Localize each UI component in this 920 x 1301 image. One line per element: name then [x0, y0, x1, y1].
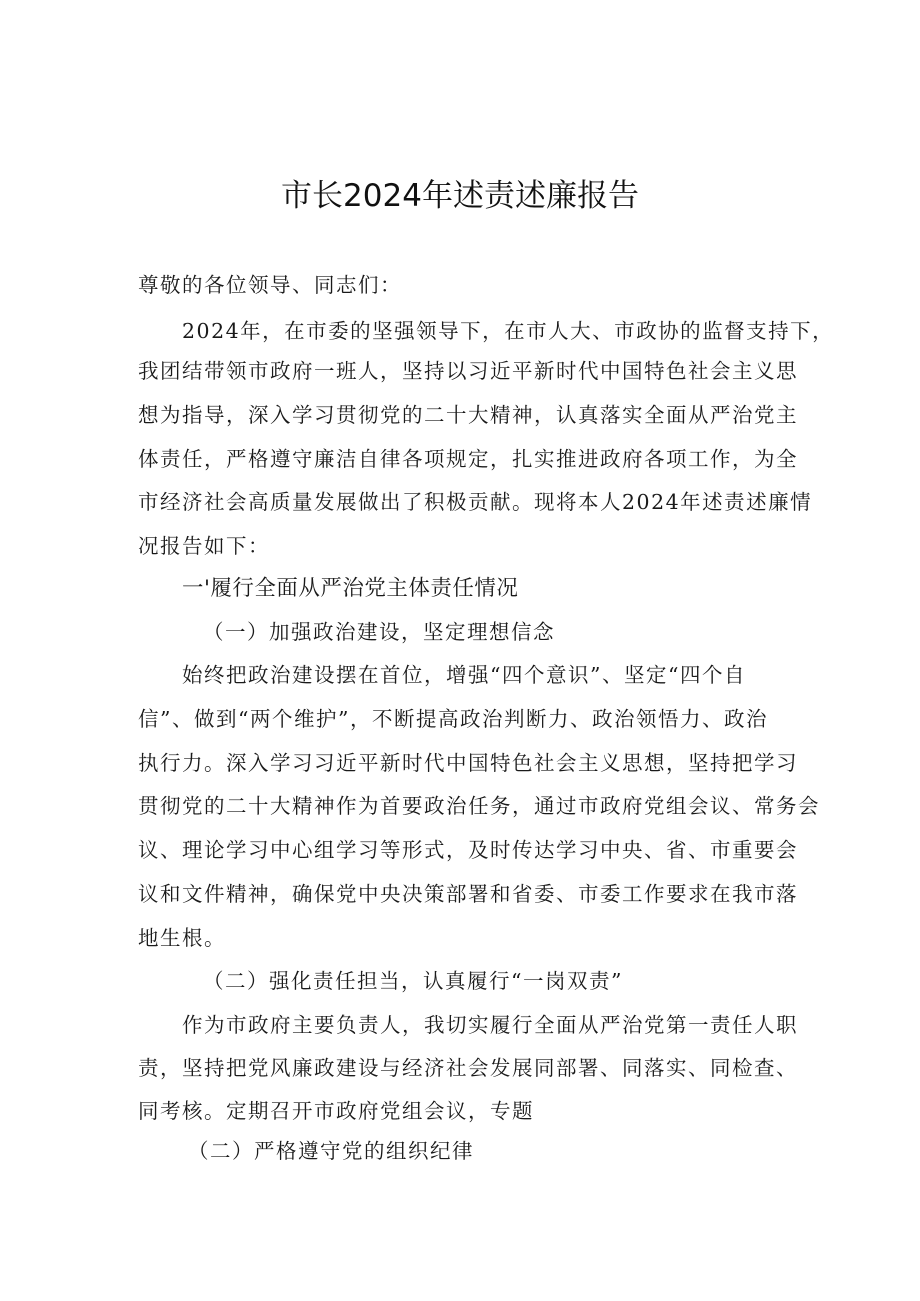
- paragraph-line: 议、理论学习中心组学习等形式，及时传达学习中央、省、市重要会: [138, 838, 798, 862]
- salutation: 尊敬的各位领导、同志们：: [138, 273, 402, 297]
- paragraph-line: 信”、做到“两个维护”，不断提高政治判断力、政治领悟力、政治: [138, 707, 768, 731]
- intro-line: 想为指导，深入学习贯彻党的二十大精神，认真落实全面从严治党主: [138, 403, 798, 427]
- paragraph-line: 议和文件精神，确保党中央决策部署和省委、市委工作要求在我市落: [138, 882, 798, 906]
- paragraph-line: 责，坚持把党风廉政建设与经济社会发展同部署、同落实、同检查、: [138, 1056, 798, 1080]
- subsection-heading: （二）严格遵守党的组织纪律: [188, 1139, 474, 1163]
- paragraph-line: 贯彻党的二十大精神作为首要政治任务，通过市政府党组会议、常务会: [138, 794, 820, 818]
- intro-line: 我团结带领市政府一班人，坚持以习近平新时代中国特色社会主义思: [138, 359, 798, 383]
- paragraph-line: 同考核。定期召开市政府党组会议，专题: [138, 1099, 534, 1123]
- document-title: 市长2024年述责述廉报告: [281, 178, 639, 214]
- intro-line: 况报告如下：: [138, 534, 270, 558]
- subsection-heading: （二）强化责任担当，认真履行“一岗双责”: [203, 969, 623, 993]
- paragraph-line: 地生根。: [138, 926, 226, 950]
- intro-line: 2024年，在市委的坚强领导下，在市人大、市政协的监督支持下，: [182, 319, 835, 343]
- section-heading: 一'履行全面从严治党主体责任情况: [182, 576, 519, 601]
- intro-line: 体责任，严格遵守廉洁自律各项规定，扎实推进政府各项工作，为全: [138, 447, 798, 471]
- paragraph-line: 执行力。深入学习习近平新时代中国特色社会主义思想，坚持把学习: [138, 751, 798, 775]
- intro-line: 市经济社会高质量发展做出了积极贡献。现将本人2024年述责述廉情: [138, 490, 813, 514]
- paragraph-line: 始终把政治建设摆在首位，增强“四个意识”、坚定“四个自: [182, 663, 746, 687]
- subsection-heading: （一）加强政治建设，坚定理想信念: [203, 620, 555, 644]
- paragraph-line: 作为市政府主要负责人，我切实履行全面从严治党第一责任人职: [182, 1013, 798, 1037]
